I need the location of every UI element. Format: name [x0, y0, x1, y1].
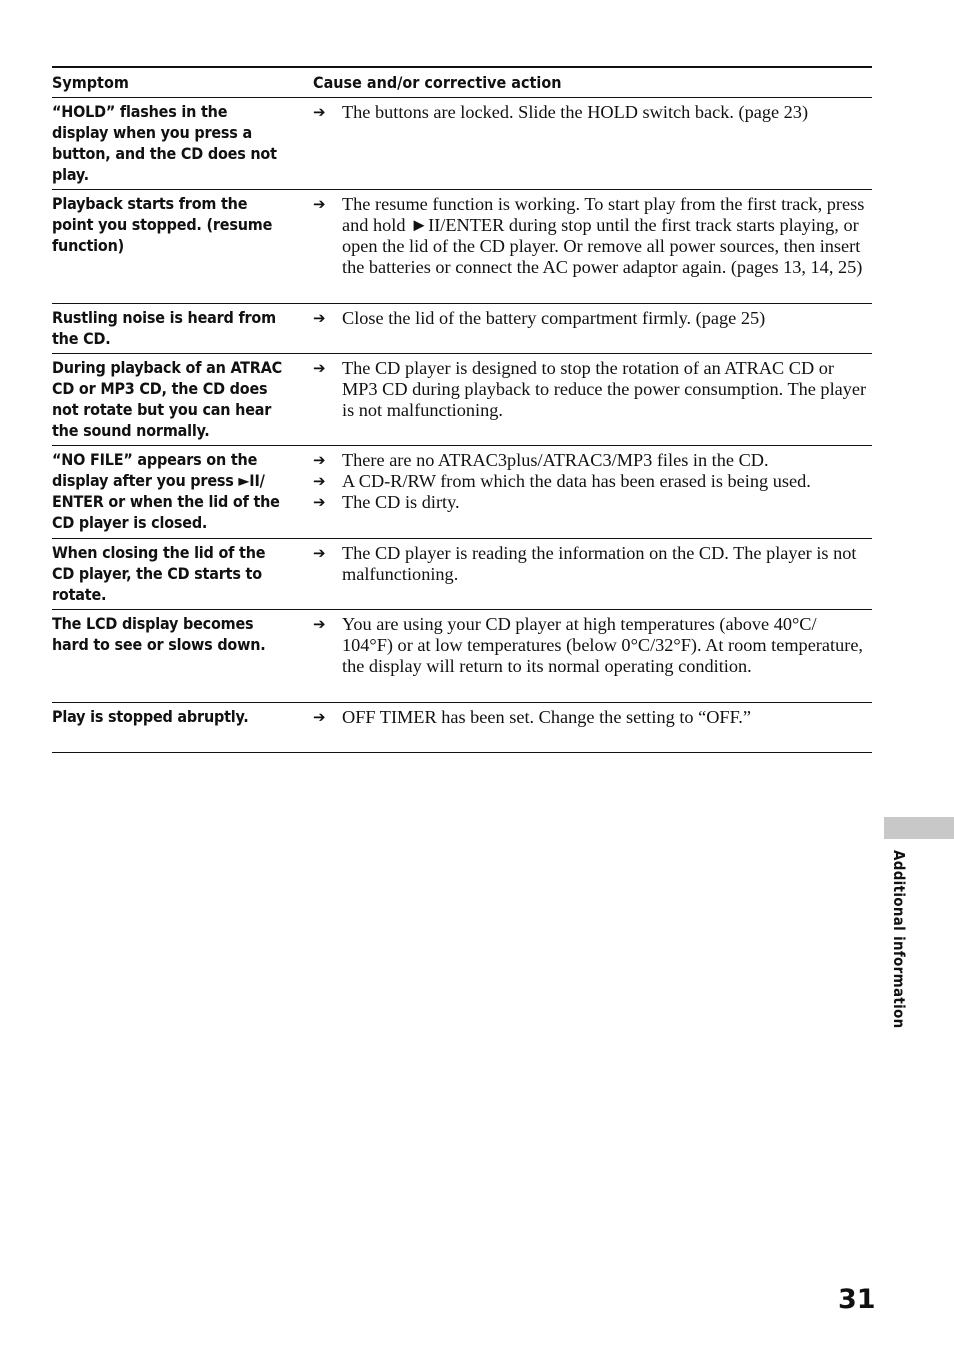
arrow-icon: ➔: [313, 472, 326, 490]
cause-line: ➔ OFF TIMER has been set. Change the setting to “OFF.”: [313, 707, 751, 727]
symptom-header: Symptom: [52, 73, 129, 92]
cause-line: ➔ The CD player is reading the information on the CD. The player is not malfunctioning.: [313, 543, 857, 584]
table-row: [52, 98, 872, 190]
cause-cell: [313, 610, 872, 702]
cause-line: ➔ The CD player is designed to stop the rotation of an ATRAC CD or MP3 CD during playback to reduce the power consumption. The player is not malfunctioning.: [313, 358, 867, 420]
symptom-cell: “NO FILE” appears on the display after you press ►II/ ENTER or when the lid of the CD player is closed.: [52, 450, 280, 532]
cause-line: ➔ Close the lid of the battery compartment firmly. (page 25): [313, 308, 766, 328]
cause-cell: [313, 304, 872, 353]
arrow-icon: ➔: [313, 708, 326, 726]
cause-cell: [313, 703, 872, 752]
section-label: Additional information: [890, 850, 908, 1029]
arrow-icon: ➔: [313, 103, 326, 121]
symptom-cell: When closing the lid of the CD player, the CD starts to rotate.: [52, 543, 266, 604]
symptom-cell: Playback starts from the point you stopped. (resume function): [52, 194, 273, 255]
cause-line: ➔ A CD-R/RW from which the data has been erased is being used.: [313, 471, 811, 491]
table-row: [52, 304, 872, 354]
cause-line: ➔ You are using your CD player at high temperatures (above 40°C/ 104°F) or at low temperatures (below 0°C/32°F). At room temperature, the display will return to its normal operating condition.: [313, 614, 863, 676]
cause-cell: [313, 190, 872, 303]
section-tab: [884, 817, 954, 839]
arrow-icon: ➔: [313, 309, 326, 327]
arrow-icon: ➔: [313, 544, 326, 562]
cause-cell: [313, 98, 872, 189]
cause-line: ➔ The CD is dirty.: [313, 492, 460, 512]
cause-line: ➔ The resume function is working. To start play from the first track, press and hold ►II/ENTER during stop until the first track starts playing, or open the lid of the CD player. Or remove all power sources, then insert the batteries or connect the AC power adaptor again. (pages 13, 14, 25): [313, 194, 865, 277]
cause-line: ➔ The buttons are locked. Slide the HOLD switch back. (page 23): [313, 102, 809, 122]
arrow-icon: ➔: [313, 359, 326, 377]
table-row: [52, 539, 872, 610]
table-row: [52, 703, 872, 752]
arrow-icon: ➔: [313, 493, 326, 511]
page-number: 31: [838, 1284, 876, 1315]
symptom-cell: During playback of an ATRAC CD or MP3 CD, the CD does not rotate but you can hear the sound normally.: [52, 358, 282, 440]
table-header: [52, 68, 872, 98]
symptom-cell: Play is stopped abruptly.: [52, 707, 249, 726]
arrow-icon: ➔: [313, 615, 326, 633]
table-row: [52, 446, 872, 539]
symptom-cell: Rustling noise is heard from the CD.: [52, 308, 276, 348]
arrow-icon: ➔: [313, 195, 326, 213]
cause-cell: [313, 446, 872, 538]
cause-line: ➔ There are no ATRAC3plus/ATRAC3/MP3 files in the CD.: [313, 450, 769, 470]
table-row: [52, 354, 872, 446]
table-row: [52, 610, 872, 703]
table-row: [52, 190, 872, 304]
troubleshooting-table: [52, 66, 872, 753]
cause-cell: [313, 539, 872, 609]
symptom-cell: The LCD display becomes hard to see or slows down.: [52, 614, 266, 654]
symptom-cell: “HOLD” flashes in the display when you press a button, and the CD does not play.: [52, 102, 277, 184]
cause-cell: [313, 354, 872, 445]
arrow-icon: ➔: [313, 451, 326, 469]
cause-header: Cause and/or corrective action: [313, 73, 562, 92]
